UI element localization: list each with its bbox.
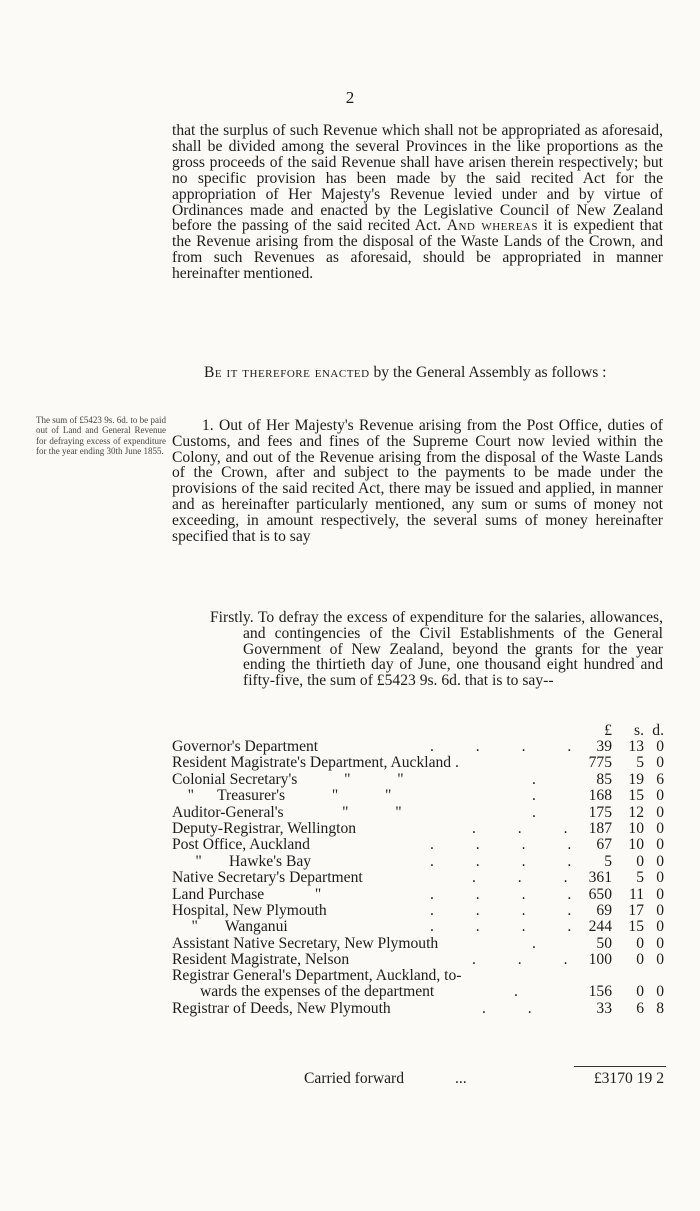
row-pence: 0 — [656, 803, 664, 821]
table-rows — [172, 738, 670, 967]
row-label: Colonial Secretary's " " — [172, 770, 404, 788]
row-shillings: 13 — [628, 738, 644, 755]
row-pounds: 775 — [588, 754, 612, 772]
enacting-clause — [172, 365, 663, 381]
shillings-header: s. — [634, 722, 644, 739]
row-pence: 0 — [656, 869, 664, 887]
row-label: " Treasurer's " " — [172, 787, 392, 805]
firstly-clause: Firstly. To defray the excess of expenditure for the salaries, allowances, and contingencies of the Civil Establishments of the General Government of New Zealand, beyond the grants for the year ending the thirtieth day of June, one thousand eight hundred and fifty-five, the sum of £5423 9s. 6d. that is to say-- — [210, 609, 663, 690]
row-pence: 0 — [656, 918, 664, 936]
row-label: Deputy-Registrar, Wellington — [172, 819, 357, 837]
table-header — [172, 722, 670, 738]
row-pence: 0 — [656, 901, 664, 919]
section-1: 1. Out of Her Majesty's Revenue arising from the Post Office, duties of Customs, and fees and fines of the Supreme Court now levied within the Colony, and out of the Revenue arising from the disposal of the Waste Lands of the Crown, after and subject to the payments to be made under the provisions of the said recited Act, there may be issued and applied, in manner and as hereinafter particularly mentioned, any sum or sums of money not exceeding, in amount respectively, the several sums of money hereinafter specified that is to say — [172, 417, 663, 545]
row-pence: 0 — [656, 738, 664, 755]
row-pence: 8 — [656, 1000, 664, 1018]
row-dots: . — [514, 983, 537, 1001]
row-dots: . . . — [472, 819, 587, 837]
table-row — [172, 902, 670, 918]
row-shillings: 19 — [628, 770, 644, 788]
row-dots: . — [532, 787, 555, 805]
row-dots: . . . . — [430, 836, 591, 854]
row-pounds: 85 — [596, 770, 612, 788]
row-shillings: 10 — [628, 819, 644, 837]
row-label: Assistant Native Secretary, New Plymouth — [172, 934, 439, 952]
table-row — [172, 951, 670, 967]
intro-block — [172, 123, 663, 282]
enact-lead: Be it therefore enacted — [204, 364, 370, 381]
row-shillings: 15 — [628, 787, 644, 805]
and-whereas-text: it is expedient that the Revenue arising from the disposal of the Waste Lands of the Crown, and from such Revenues as aforesaid, should be appropriated in manner hereinafter mentioned. — [172, 217, 664, 283]
row-pounds: 69 — [596, 901, 612, 919]
row-pence: 0 — [656, 951, 664, 969]
row-shillings: 0 — [636, 951, 644, 969]
row-shillings: 0 — [636, 934, 644, 952]
row-shillings: 12 — [628, 803, 644, 821]
row-dots: . . . — [472, 951, 587, 969]
row-pence: 6 — [656, 770, 664, 788]
table-row — [172, 804, 670, 820]
row-dots: . . . . — [430, 901, 591, 919]
pounds-header: £ — [604, 722, 612, 739]
total-rule — [574, 1066, 666, 1067]
expenditure-table — [172, 722, 670, 1017]
row-label: Registrar General's Department, Auckland, to- — [172, 967, 462, 985]
row-shillings: 5 — [636, 754, 644, 772]
intro-text: that the surplus of such Revenue which shall not be appropriated as aforesaid, shall be divided among the several Provinces in the like proportions as the gross proceeds of the said Revenue shall have arisen therein respectively; but no specific provision has been made by the said recited Act for the appropriation of Her Majesty's Revenue levied under and by virtue of Ordinances made and enacted by the Legislative Council of New Zealand before the passing of the said recited Act. — [172, 122, 663, 235]
row-pence: 0 — [656, 885, 664, 903]
carried-forward-ellipsis: ... — [455, 1070, 467, 1087]
table-row — [172, 836, 670, 852]
row-label: Land Purchase " — [172, 885, 322, 903]
row-shillings: 11 — [628, 885, 644, 903]
row-label: Native Secretary's Department — [172, 869, 363, 887]
row-dots: . . . — [472, 869, 587, 887]
pence-header: d. — [652, 722, 664, 739]
row-label: Registrar of Deeds, New Plymouth — [172, 1000, 391, 1018]
row-label: Resident Magistrate, Nelson — [172, 951, 350, 969]
row-pounds: 50 — [596, 934, 612, 952]
table-row — [172, 886, 670, 902]
row-dots: . — [532, 934, 555, 952]
margin-note: The sum of £5423 9s. 6d. to be paid out of Land and General Revenue for defraying excess of expenditure for the year ending 30th June 1855. — [36, 415, 166, 456]
page-number: 2 — [345, 88, 355, 107]
table-row — [172, 935, 670, 951]
carried-forward-total: £3170 19 2 — [593, 1070, 664, 1087]
and-whereas-lead: And whereas — [446, 217, 538, 235]
table-row — [172, 869, 670, 885]
row-dots: . . — [482, 1000, 551, 1018]
row-pounds: 33 — [596, 1000, 612, 1018]
carried-forward-label: Carried forward — [304, 1070, 405, 1087]
row-pounds: 175 — [588, 803, 612, 821]
row-pence: 0 — [656, 934, 664, 952]
enact-text: by the General Assembly as follows : — [373, 364, 607, 381]
row-pounds: 100 — [588, 951, 612, 969]
row-pence: 0 — [656, 754, 664, 772]
row-label: " Hawke's Bay — [172, 852, 312, 870]
table-row — [172, 918, 670, 934]
row-label: Auditor-General's " " — [172, 803, 402, 821]
row-dots: . . . . — [430, 885, 591, 903]
row-pounds: 168 — [588, 787, 612, 805]
row-shillings: 6 — [636, 1000, 644, 1018]
table-row — [172, 967, 670, 1000]
row-pence: 0 — [656, 852, 664, 870]
table-row — [172, 754, 670, 770]
table-row — [172, 820, 670, 836]
table-row — [172, 1000, 670, 1016]
row-label: Resident Magistrate's Department, Auckland . — [172, 754, 459, 772]
row-shillings: 15 — [628, 918, 644, 936]
table-row — [172, 787, 670, 803]
row-pence: 0 — [656, 836, 664, 854]
row-pence: 0 — [656, 787, 664, 805]
row-pounds: 5 — [604, 852, 612, 870]
row-dots: . — [532, 803, 555, 821]
row-dots: . . . . — [430, 852, 591, 870]
table-row — [172, 771, 670, 787]
row-dots: . . . . — [430, 738, 591, 755]
row-shillings: 0 — [636, 983, 644, 1001]
row-pounds: 361 — [588, 869, 612, 887]
row-label: Post Office, Auckland — [172, 836, 310, 854]
row-shillings: 17 — [628, 901, 644, 919]
row-shillings: 5 — [636, 869, 644, 887]
row-dots: . — [532, 770, 555, 788]
table-row — [172, 738, 670, 754]
row-label-continued: wards the expenses of the department — [200, 983, 435, 1001]
row-label: Hospital, New Plymouth — [172, 901, 327, 919]
row-label: Governor's Department — [172, 738, 319, 755]
row-pence: 0 — [656, 819, 664, 837]
row-shillings: 10 — [628, 836, 644, 854]
table-row — [172, 853, 670, 869]
row-pence: 0 — [656, 983, 664, 1001]
intro-paragraph — [172, 123, 663, 282]
row-pounds: 187 — [588, 819, 612, 837]
row-pounds: 67 — [596, 836, 612, 854]
carried-forward-line — [172, 1070, 670, 1088]
row-shillings: 0 — [636, 852, 644, 870]
row-pounds: 39 — [596, 738, 612, 755]
row-pounds: 650 — [588, 885, 612, 903]
row-label: " Wanganui — [172, 918, 288, 936]
row-pounds: 156 — [588, 983, 612, 1001]
row-pounds: 244 — [588, 918, 612, 936]
row-dots: . . . . — [430, 918, 591, 936]
